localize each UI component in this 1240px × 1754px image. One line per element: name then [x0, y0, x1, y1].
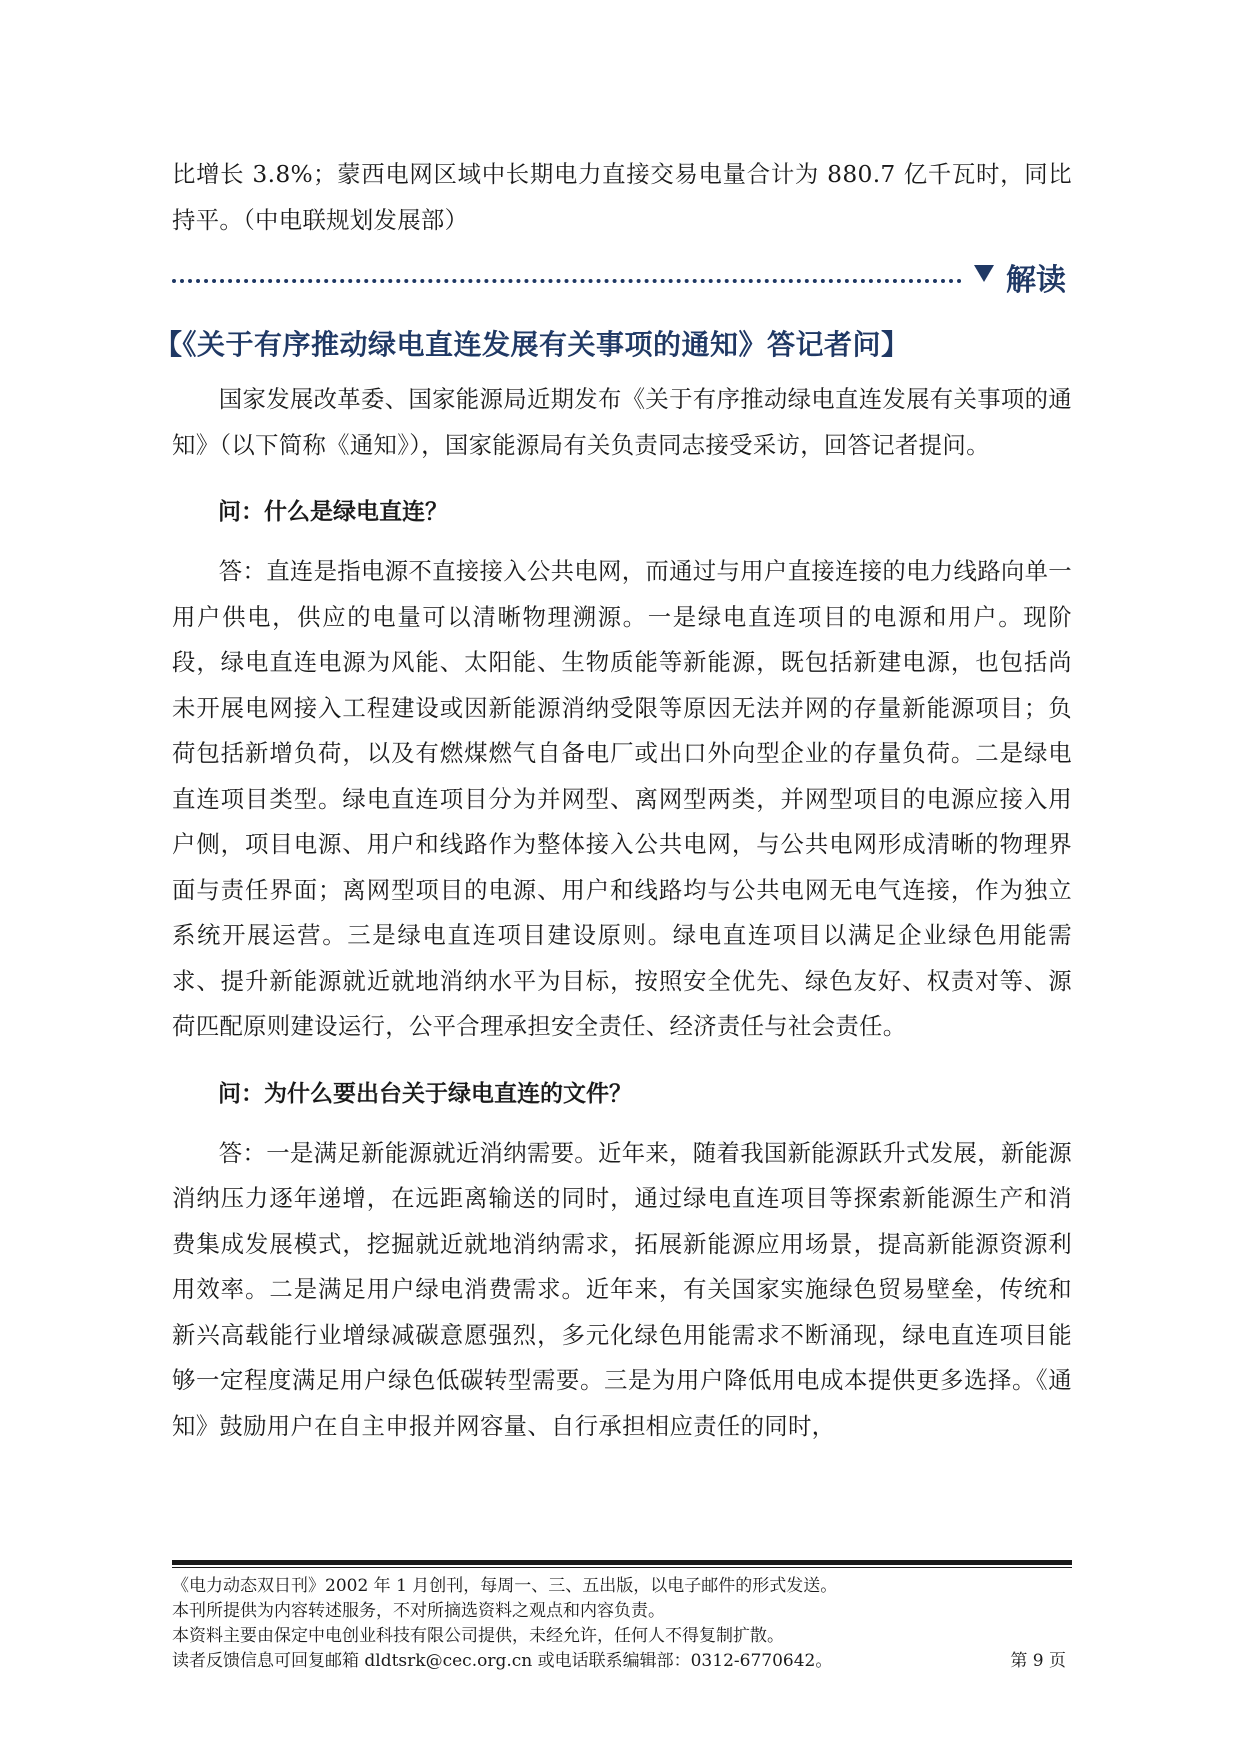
footer-line-disclaimer: 本刊所提供为内容转述服务，不对所摘选资料之观点和内容负责。 — [172, 1601, 665, 1621]
footer-text — [172, 1574, 1072, 1674]
section-label: 解读 — [1006, 263, 1066, 298]
article-lead: 国家发展改革委、国家能源局近期发布《关于有序推动绿电直连发展有关事项的通知》（以下简称《通知》），国家能源局有关负责同志接受采访，回答记者提问。 — [172, 385, 1072, 459]
answer-1: 答：直连是指电源不直接接入公共电网，而通过与用户直接连接的电力线路向单一用户供电，供应的电量可以清晰物理溯源。一是绿电直连项目的电源和用户。现阶段，绿电直连电源为风能、太阳能、生物质能等新能源，既包括新建电源，也包括尚未开展电网接入工程建设或因新能源消纳受限等原因无法并网的存量新能源项目；负荷包括新增负荷，以及有燃煤燃气自备电厂或出口外向型企业的存量负荷。二是绿电直连项目类型。绿电直连项目分为并网型、离网型两类，并网型项目的电源应接入用户侧，项目电源、用户和线路作为整体接入公共电网，与公共电网形成清晰的物理界面与责任界面；离网型项目的电源、用户和线路均与公共电网无电气连接，作为独立系统开展运营。三是绿电直连项目建设原则。绿电直连项目以满足企业绿色用能需求、提升新能源就近就地消纳水平为目标，按照安全优先、绿色友好、权责对等、源荷匹配原则建设运行，公平合理承担安全责任、经济责任与社会责任。 — [172, 557, 1072, 1040]
footer-line-contact-row — [172, 1649, 1072, 1674]
answer-2: 答：一是满足新能源就近消纳需要。近年来，随着我国新能源跃升式发展，新能源消纳压力逐年递增，在远距离输送的同时，通过绿电直连项目等探索新能源生产和消费集成发展模式，挖掘就近就地消纳需求，拓展新能源应用场景，提高新能源资源利用效率。二是满足用户绿电消费需求。近年来，有关国家实施绿色贸易壁垒，传统和新兴高载能行业增绿减碳意愿强烈，多元化绿色用能需求不断涌现，绿电直连项目能够一定程度满足用户绿色低碳转型需要。三是为用户降低用电成本提供更多选择。《通知》鼓励用户在自主申报并网容量、自行承担相应责任的同时， — [172, 1138, 1072, 1440]
question-1: 问：什么是绿电直连？ — [218, 499, 448, 525]
article-title: 【《关于有序推动绿电直连发展有关事项的通知》答记者问】 — [154, 328, 910, 361]
footer-line-publication: 《电力动态双日刊》2002 年 1 月创刊，每周一、三、五出版，以电子邮件的形式发送。 — [172, 1576, 838, 1596]
page-footer — [172, 1560, 1072, 1674]
footer-rule-thin — [172, 1567, 1072, 1568]
main-content — [154, 152, 1072, 1449]
question-2: 问：为什么要出台关于绿电直连的文件？ — [218, 1080, 632, 1107]
section-divider — [172, 257, 1072, 305]
footer-line-contact: 读者反馈信息可回复邮箱 dldtsrk@cec.org.cn 或电话联系编辑部：0312-6770642。 — [172, 1651, 833, 1671]
dotted-rule — [172, 279, 962, 283]
previous-article-tail: 比增长 3.8%；蒙西电网区域中长期电力直接交易电量合计为 880.7 亿千瓦时，同比持平。（中电联规划发展部） — [172, 160, 1072, 234]
footer-rule-thick — [172, 1560, 1072, 1565]
footer-line-copyright: 本资料主要由保定中电创业科技有限公司提供，未经允许，任何人不得复制扩散。 — [172, 1626, 784, 1646]
triangle-down-icon — [974, 265, 994, 282]
page-number: 第 9 页 — [1010, 1651, 1066, 1671]
